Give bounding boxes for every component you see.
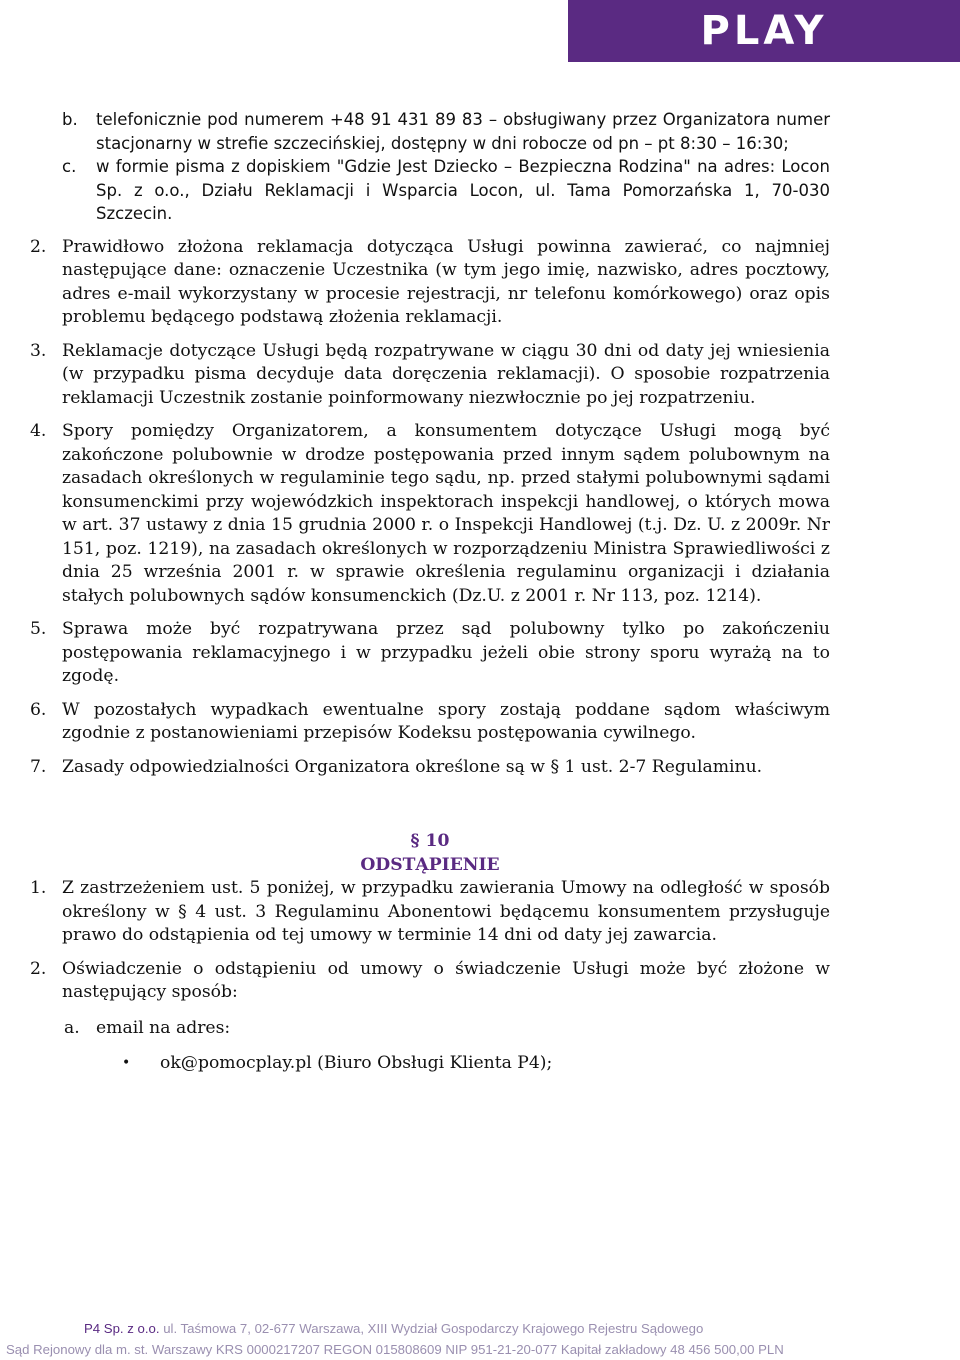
list-marker: c.: [62, 157, 77, 176]
list-text: w formie pisma z dopiskiem "Gdzie Jest Dziecko – Bezpieczna Rodzina" na adres: Locon Sp. z o.o., Działu Reklamacji i Wsparcia Locon, ul. Tama Pomorzańska 1, 70-030 Szczecin.: [96, 157, 830, 223]
list-marker: 4.: [30, 421, 47, 441]
list-text: Reklamacje dotyczące Usługi będą rozpatrywane w ciągu 30 dni od daty jej wniesienia (w przypadku pisma decyduje data doręczenia reklamacji). O sposobie rozpatrzenia reklamacji Uczestnik zostanie poinformowany niezwłocznie po jej rozpatrzeniu.: [62, 340, 830, 408]
document-body: [30, 108, 830, 1076]
list-marker: 6.: [30, 699, 47, 720]
section-number: § 10: [410, 831, 450, 851]
list-item-6: [30, 699, 830, 746]
list-item-2: [30, 236, 830, 330]
list-marker: 1.: [30, 878, 47, 898]
list-text: email na adres:: [96, 1017, 231, 1038]
footer-address: ul. Taśmowa 7, 02-677 Warszawa, XIII Wydział Gospodarczy Krajowego Rejestru Sądowego: [163, 1321, 704, 1336]
list-text: Oświadczenie o odstąpieniu od umowy o świadczenie Usługi może być złożone w następujący sposób:: [62, 958, 830, 1002]
list-item-3: [30, 340, 830, 411]
page-footer: [0, 1318, 960, 1360]
list-marker: 2.: [30, 236, 47, 257]
list-text: telefonicznie pod numerem +48 91 431 89 83 – obsługiwany przez Organizatora numer stacjonarny w strefie szczecińskiej, dostępny w dni robocze od pn – pt 8:30 – 16:30;: [96, 110, 830, 153]
footer-line-2: Sąd Rejonowy dla m. st. Warszawy KRS 0000217207 REGON 015808609 NIP 951-21-20-077 Kapitał zakładowy 48 456 500,00 PLN: [6, 1342, 784, 1357]
footer-company: P4 Sp. z o.o.: [84, 1321, 160, 1336]
play-logo: [568, 0, 960, 62]
footer-line-1: [0, 1318, 960, 1339]
play-logo-text: PLAY: [700, 8, 828, 54]
list-text: Prawidłowo złożona reklamacja dotycząca Usługi powinna zawierać, co najmniej następujące dane: oznaczenie Uczestnika (w tym jego imię, nazwisko, adres pocztowy, adres e-mail wykorzystany w procesie rejestracji, nr telefonu komórkowego) oraz opis problemu będącego podstawą złożenia reklamacji.: [62, 236, 830, 327]
section-item-1: [30, 877, 830, 948]
list-marker: 2.: [30, 958, 47, 979]
bullet-item: [122, 1052, 830, 1076]
list-marker: 7.: [30, 756, 47, 777]
list-item-5: [30, 618, 830, 689]
list-item-c: [62, 155, 830, 226]
list-text: Z zastrzeżeniem ust. 5 poniżej, w przypadku zawierania Umowy na odległość w sposób określony w § 4 ust. 3 Regulaminu Abonentowi będącemu konsumentem przysługuje prawo do odstąpienia od tej umowy w terminie 14 dni od daty jej zawarcia.: [62, 878, 830, 945]
list-marker: 5.: [30, 619, 47, 639]
section-title: ODSTĄPIENIE: [360, 855, 500, 875]
list-item-7: [30, 756, 830, 780]
section-heading: [30, 829, 830, 877]
list-text: Zasady odpowiedzialności Organizatora określone są w § 1 ust. 2-7 Regulaminu.: [62, 756, 763, 777]
list-marker: b.: [62, 110, 78, 129]
list-item-4: [30, 420, 830, 608]
list-text: W pozostałych wypadkach ewentualne spory zostają poddane sądom właściwym zgodnie z postanowieniami przepisów Kodeksu postępowania cywilnego.: [62, 699, 830, 743]
list-marker: 3.: [30, 340, 47, 361]
section-item-2: [30, 958, 830, 1005]
list-text: Spory pomiędzy Organizatorem, a konsumentem dotyczące Usługi mogą być zakończone polubownie w drodze postępowania przed innym sądem polubownym na zasadach określonych w regulaminie tego sądu, np. przed stałymi polubownymi sądami konsumenckimi przy wojewódzkich inspektorach inspekcji handlowej, o których mowa w art. 37 ustawy z dnia 15 grudnia 2000 r. o Inspekcji Handlowej (t.j. Dz. U. z 2009r. Nr 151, poz. 1219), na zasadach określonych w rozporządzeniu Ministra Sprawiedliwości z dnia 25 września 2001 r. w sprawie określenia regulaminu organizacji i działania stałych polubownych sądów konsumenckich (Dz.U. z 2001 r. Nr 113, poz. 1214).: [62, 421, 830, 606]
list-marker: a.: [64, 1017, 80, 1038]
list-text: Sprawa może być rozpatrywana przez sąd polubowny tylko po zakończeniu postępowania reklamacyjnego i w przypadku jeżeli obie strony sporu wyrażą na to zgodę.: [62, 619, 830, 686]
sub-item-a: [64, 1017, 830, 1041]
bullet-icon: •: [122, 1055, 131, 1071]
list-item-b: [62, 108, 830, 155]
list-text: ok@pomocplay.pl (Biuro Obsługi Klienta P4);: [160, 1053, 553, 1073]
